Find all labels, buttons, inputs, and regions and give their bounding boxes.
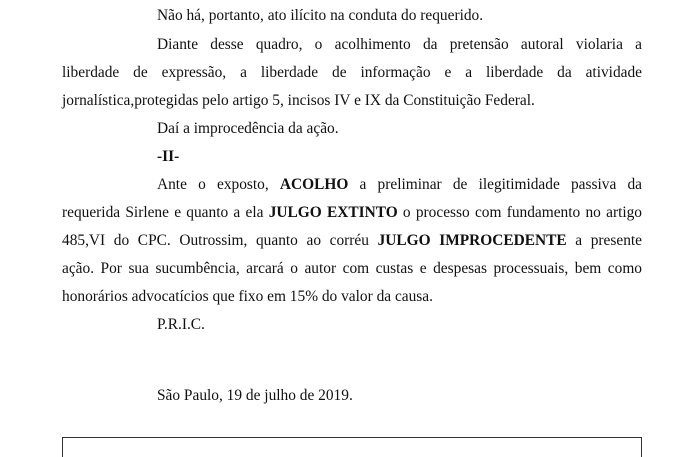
decision-text: o processo com fundamento no artigo xyxy=(397,204,643,221)
paragraph-freedom-line-3: jornalística,protegidas pelo artigo 5, incisos IV e IX da Constituição Federal. xyxy=(62,92,535,109)
decision-line-3 xyxy=(62,231,642,251)
decision-line-5: honorários advocatícios que fixo em 15% do valor da causa. xyxy=(62,288,433,305)
paragraph-freedom-line-2: liberdade de expressão, a liberdade de informação e a liberdade da atividade xyxy=(62,64,642,81)
julgo-extinto-emphasis: JULGO EXTINTO xyxy=(268,204,398,221)
date-line: São Paulo, 19 de julho de 2019. xyxy=(157,387,353,404)
paragraph-freedom-line-1: Diante desse quadro, o acolhimento da pretensão autoral violaria a xyxy=(157,36,642,53)
decision-line-4: ação. Por sua sucumbência, arcará o autor com custas e despesas processuais, bem como xyxy=(62,260,642,277)
decision-text: a preliminar de ilegitimidade passiva da xyxy=(348,176,642,193)
decision-text: a presente xyxy=(566,232,642,249)
julgo-improcedente-emphasis: JULGO IMPROCEDENTE xyxy=(377,232,567,249)
pric-line: P.R.I.C. xyxy=(157,316,205,333)
section-heading: -II- xyxy=(157,148,180,165)
decision-line-1 xyxy=(157,175,642,195)
decision-text: requerida Sirlene e quanto a ela xyxy=(62,204,269,221)
decision-line-2 xyxy=(62,203,642,223)
decision-text: Ante o exposto, xyxy=(157,176,280,193)
footer-box xyxy=(62,437,642,457)
paragraph-improcedence: Daí a improcedência da ação. xyxy=(157,120,339,137)
paragraph-no-illicit-act: Não há, portanto, ato ilícito na conduta do requerido. xyxy=(157,7,484,24)
decision-text: 485,VI do CPC. Outrossim, quanto ao corréu xyxy=(62,232,378,249)
acolho-emphasis: ACOLHO xyxy=(279,176,349,193)
